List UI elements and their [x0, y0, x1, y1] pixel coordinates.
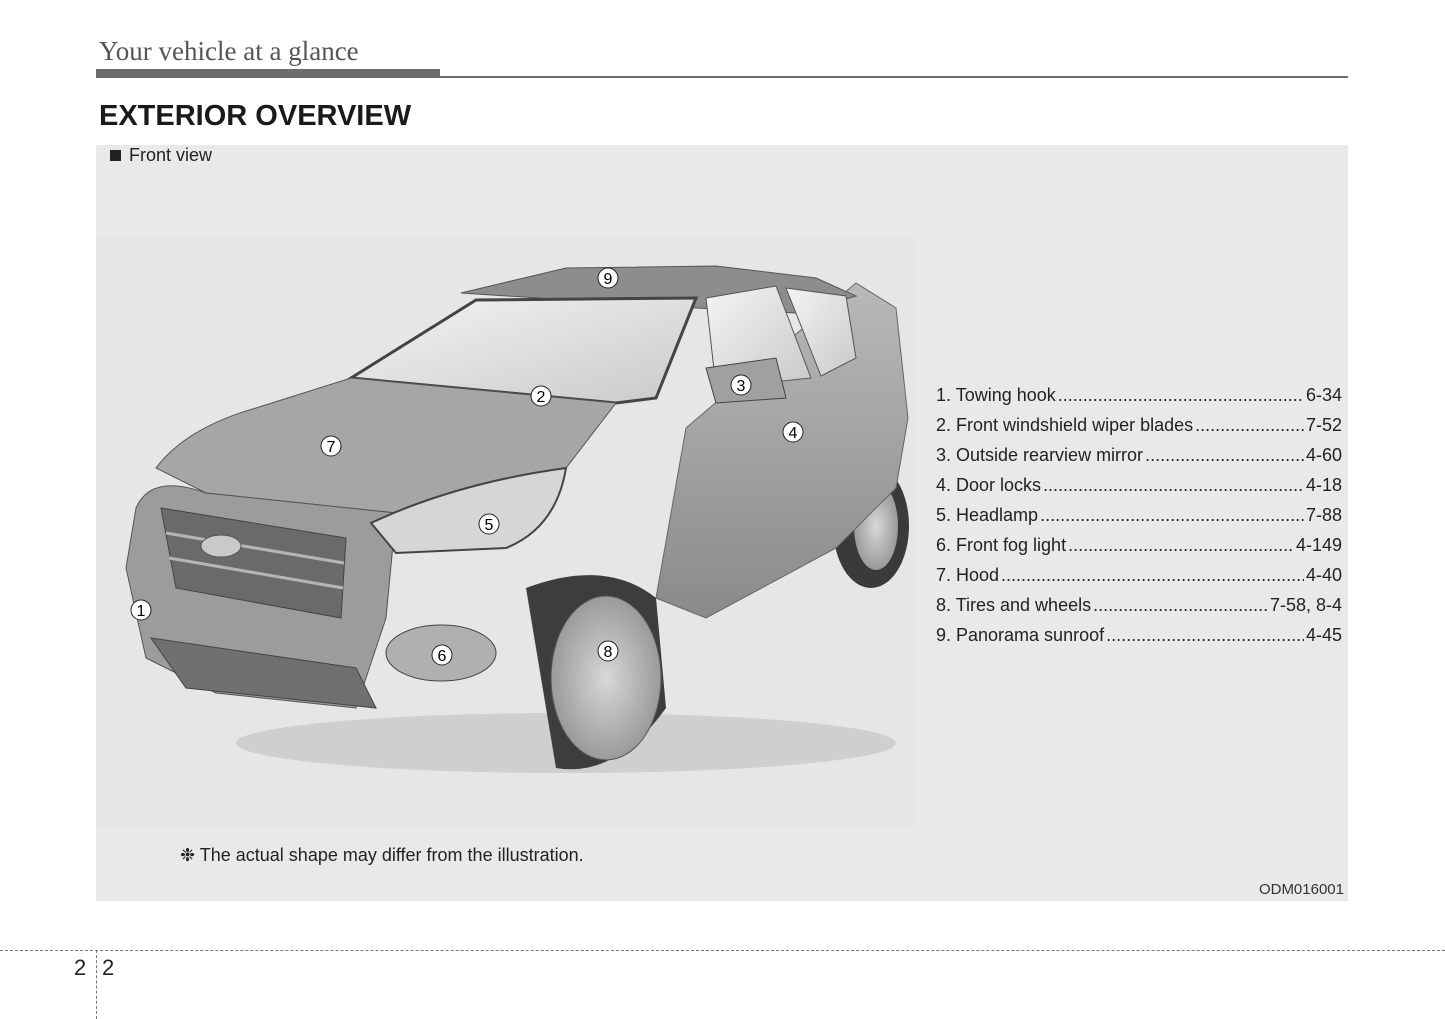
part-page: 6-34 — [1305, 385, 1342, 405]
part-label: 9. Panorama sunroof — [936, 625, 1105, 645]
front-wheel-rim — [551, 596, 661, 760]
section-title: EXTERIOR OVERVIEW — [99, 100, 412, 132]
view-label-text: Front view — [129, 145, 213, 165]
part-label: 7. Hood — [936, 565, 1000, 585]
view-label — [110, 145, 212, 166]
figure-panel — [96, 145, 1348, 901]
header-rule-thin — [440, 76, 1348, 78]
leader-dots — [1001, 565, 1304, 586]
part-page: 4-60 — [1305, 445, 1342, 465]
leader-dots — [1195, 415, 1304, 436]
list-item — [936, 565, 1342, 595]
leader-dots — [1043, 475, 1304, 496]
part-page: 7-52 — [1305, 415, 1342, 435]
part-page: 4-18 — [1305, 475, 1342, 495]
chapter-number: 2 — [74, 955, 87, 980]
leader-dots — [1145, 445, 1304, 466]
part-label: 1. Towing hook — [936, 385, 1056, 405]
svg-text:6: 6 — [437, 648, 447, 665]
part-page: 4-40 — [1305, 565, 1342, 585]
part-page: 4-45 — [1305, 625, 1342, 645]
footer-rule — [0, 950, 1445, 951]
brand-emblem — [201, 535, 241, 557]
part-label: 5. Headlamp — [936, 505, 1039, 525]
list-item — [936, 385, 1342, 415]
callout-7 — [321, 436, 341, 456]
svg-text:8: 8 — [603, 644, 613, 661]
list-item — [936, 625, 1342, 655]
list-item — [936, 475, 1342, 505]
leader-dots — [1058, 385, 1304, 406]
leader-dots — [1040, 505, 1304, 526]
svg-text:1: 1 — [136, 603, 146, 620]
callout-8 — [598, 641, 618, 661]
leader-dots — [1093, 595, 1268, 616]
part-label: 6. Front fog light — [936, 535, 1067, 555]
list-item — [936, 415, 1342, 445]
callout-6 — [432, 645, 452, 665]
svg-text:3: 3 — [736, 378, 746, 395]
header-rule-thick — [96, 69, 440, 78]
svg-text:9: 9 — [603, 271, 613, 288]
callout-3 — [731, 375, 751, 395]
part-label: 8. Tires and wheels — [936, 595, 1092, 615]
vehicle-illustration — [96, 238, 916, 828]
page-number: 2 — [102, 955, 115, 980]
part-label: 4. Door locks — [936, 475, 1042, 495]
suv-drawing — [96, 238, 916, 828]
part-page: 4-149 — [1295, 535, 1342, 555]
svg-text:2: 2 — [536, 389, 546, 406]
svg-text:5: 5 — [484, 517, 494, 534]
running-header: Your vehicle at a glance — [99, 36, 359, 66]
square-bullet-icon — [110, 150, 121, 161]
list-item — [936, 595, 1342, 625]
list-item — [936, 535, 1342, 565]
svg-text:7: 7 — [326, 439, 336, 456]
leader-dots — [1106, 625, 1304, 646]
figure-code: ODM016001 — [1258, 881, 1344, 898]
list-item — [936, 445, 1342, 475]
part-page: 7-58, 8-4 — [1269, 595, 1342, 615]
callout-5 — [479, 514, 499, 534]
figure-note: ❉ The actual shape may differ from the illustration. — [180, 845, 584, 865]
callout-2 — [531, 386, 551, 406]
callout-4 — [783, 422, 803, 442]
part-label: 3. Outside rearview mirror — [936, 445, 1144, 465]
callout-9 — [598, 268, 618, 288]
footer-divider — [96, 950, 97, 1019]
svg-text:4: 4 — [788, 425, 798, 442]
part-label: 2. Front windshield wiper blades — [936, 415, 1194, 435]
list-item — [936, 505, 1342, 535]
leader-dots — [1068, 535, 1294, 556]
part-page: 7-88 — [1305, 505, 1342, 525]
callout-1 — [131, 600, 151, 620]
parts-list — [936, 385, 1342, 655]
